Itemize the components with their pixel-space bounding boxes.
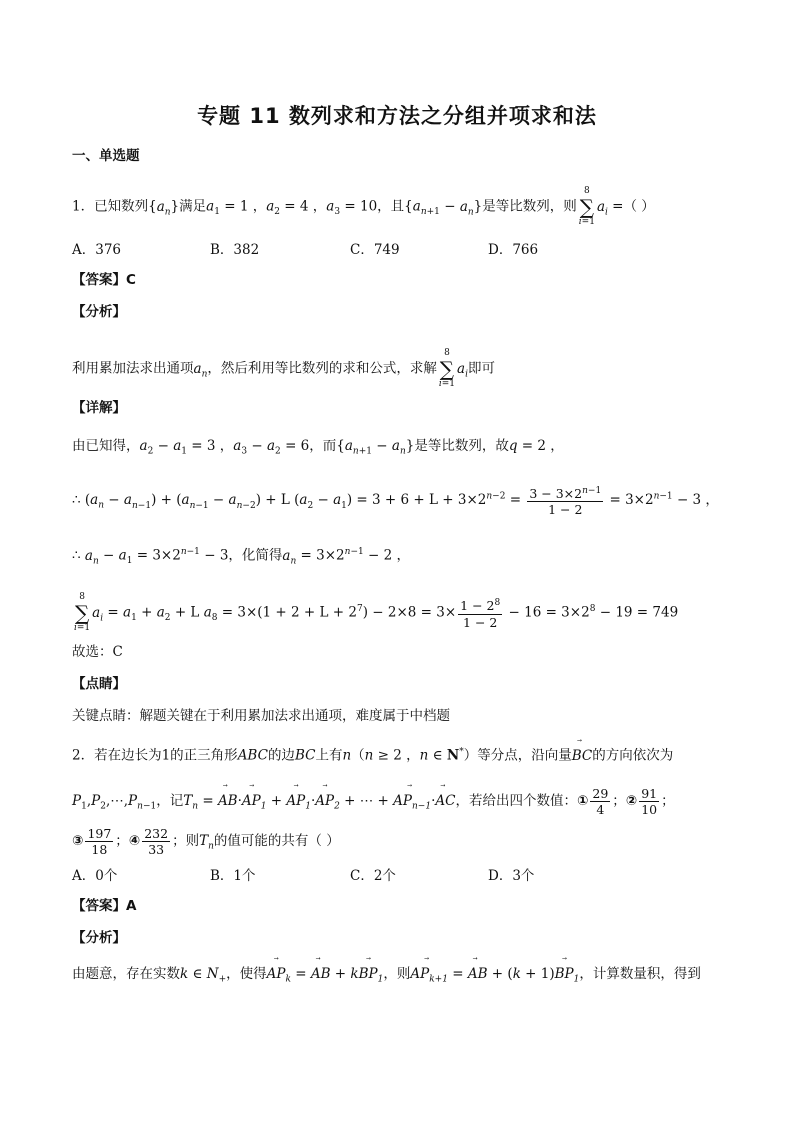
q1-option-b[interactable]: B．382 xyxy=(210,242,260,258)
q1-analysis-label: 【分析】 xyxy=(72,304,126,320)
q1-option-a[interactable]: A．376 xyxy=(72,242,122,258)
q2-stem-line-1: 2．若在边长为1的正三角形ABC的边BC上有n（n ≥ 2 ，n ∈ N*）等分点，沿向量⃗ BC的方向依次为 xyxy=(72,742,673,766)
q2-analysis-label: 【分析】 xyxy=(72,930,126,946)
q2-stem-text: 等分点，沿向量 xyxy=(477,747,572,764)
section-heading: 一、单选题 xyxy=(72,148,140,164)
q2-option-a[interactable]: A．0个 xyxy=(72,868,118,884)
q1-choose: 故选：C xyxy=(72,644,123,660)
fraction: $\frac{91}{10}$ xyxy=(641,786,658,817)
q1-stem-text: 满足 xyxy=(179,198,207,215)
q1-analysis-text: ，然后利用等比数列的求和公式，求解 xyxy=(207,360,437,377)
q2-stem-text: 的方向依次为 xyxy=(592,747,674,764)
q1-detail-text: ∴ xyxy=(72,492,81,509)
q1-detail-text: ，化简得 xyxy=(228,547,283,564)
q2-stem-text: 的边 xyxy=(267,747,295,764)
page-title: 专题 11 数列求和方法之分组并项求和法 xyxy=(197,104,597,128)
q1-detail-text: 由已知得， xyxy=(72,438,140,454)
q1-stem-text: 是等比数列，则 xyxy=(482,198,577,215)
fraction: $\frac{29}{4}$ xyxy=(592,786,609,817)
q2-option-c[interactable]: C．2个 xyxy=(350,868,396,884)
q1-analysis-text: 即可 xyxy=(467,360,495,377)
q1-detail-line-1: 由已知得，$a_2 - a_1 = 3$ ，$a_3 - a_2 = 6$，而$\{a_{n+1} - a_n\}$是等比数列，故q = 2 ， xyxy=(72,438,564,457)
q1-note: 关键点睛：解题关键在于利用累加法求出通项，难度属于中档题 xyxy=(72,708,450,724)
q1-note-label: 【点睛】 xyxy=(72,676,126,692)
fraction: $\frac{232}{33}$ xyxy=(144,826,169,857)
q1-stem-text: ，且 xyxy=(377,198,405,215)
q2-option-b[interactable]: B．1个 xyxy=(210,868,256,884)
q1-option-d[interactable]: D．766 xyxy=(488,242,539,258)
q2-analysis-text: 由题意，存在实数 xyxy=(72,966,180,982)
q1-stem-text: 1．已知数列 xyxy=(72,198,149,215)
q2-stem-text: ，记 xyxy=(156,793,184,809)
q1-option-c[interactable]: C．749 xyxy=(350,242,400,258)
q1-analysis-text: 利用累加法求出通项 xyxy=(72,360,194,377)
q1-detail-line-3: ∴ $a_n - a_1 = 3\times 2^{n-1} - 3$，化简得$a_n = 3\times 2^{n-1} - 2$ ， xyxy=(72,547,411,567)
sum-symbol: 8 ∑ i=1 xyxy=(438,348,456,389)
q1-detail-label: 【详解】 xyxy=(72,400,126,416)
q1-analysis: 利用累加法求出通项$a_n$，然后利用等比数列的求和公式，求解 8 ∑ i=1 $a_i$即可 xyxy=(72,348,495,389)
fraction: $\frac{1 - 2^8}{1 - 2}$ xyxy=(460,598,501,630)
q1-detail-line-4: 8 ∑ i=1 $a_i = a_1 + a_2 + L$ $a_8 = 3\times(1 + 2 + L + 2^7) - 2\times 8 = 3\times$ $\frac{1 - 2^8}{1 - 2}$ − $16 = 3\times 2^8 - 19 = 749$ xyxy=(74,592,679,633)
sum-symbol: 8 ∑ i=1 xyxy=(74,592,91,633)
q1-stem: 1．已知数列$\{a_n\}$满足$a_1 = 1$ ，$a_2 = 4$ ，$a_3 = 10$，且$\{a_{n+1} - a_n\}$是等比数列，则 8 ∑ i=1 $a_i$ =（ ） xyxy=(72,186,655,227)
sum-symbol: 8 ∑ i=1 xyxy=(578,186,595,227)
q2-analysis-text: ，使得 xyxy=(226,966,267,982)
q1-detail-text: 是等比数列，故 xyxy=(414,438,509,454)
q2-stem-line-2: $P_1,P_2,\cdots,P_{n-1}$，记$T_n$ = ⃗ AB·⃗ $AP_1$ + ⃗ $AP_1\cdot⃗$ $AP_2$ + ⋯ + ⃗ $AP_{n-1}\cdot⃗$ AC，若给出四个数值：① $\frac{29}{4}$ ；② $\frac{91}{10}$ ； xyxy=(72,786,675,817)
q1-detail-line-2: ∴ $(a_n - a_{n-1}) + (a_{n-1} - a_{n-2}) + L$ $(a_2 - a_1) = 3 + 6 + L + 3\times 2^{n-2}$ = $\frac{3 - 3\times 2^{n-1}}{1 - 2}$ = $3\times 2^{n-1} - 3$ ， xyxy=(72,486,719,518)
q2-analysis-text: ，计算数量积，得到 xyxy=(579,966,701,982)
q2-stem-text: ；则 xyxy=(172,833,200,849)
q2-stem-text: 上有 xyxy=(315,747,343,764)
q2-analysis: 由题意，存在实数k ∈ $N_+$，使得⃗ $AP_k$ = ⃗ AB + k⃗ $BP_1$，则⃗ $AP_{k+1}$ = ⃗ AB + (k + 1)⃗ $BP_1$，计算数量积，得到 xyxy=(72,964,701,990)
q2-answer: 【答案】A xyxy=(72,898,137,914)
q1-detail-text: ，而 xyxy=(309,438,337,454)
q1-answer: 【答案】C xyxy=(72,272,136,288)
fraction: $\frac{3 - 3\times 2^{n-1}}{1 - 2}$ xyxy=(529,486,602,518)
q2-stem-text: 的值可能的共有（ ） xyxy=(213,833,340,849)
q2-stem-line-3: ③ $\frac{197}{18}$ ；④ $\frac{232}{33}$ ；则$T_n$的值可能的共有（ ） xyxy=(72,826,340,857)
q2-option-d[interactable]: D．3个 xyxy=(488,868,535,884)
q1-stem-text: （ ） xyxy=(623,198,655,215)
q2-analysis-text: ，则 xyxy=(383,966,411,982)
q2-stem-text: 2．若在边长为1的正三角形 xyxy=(72,747,238,764)
q2-stem-text: ，若给出四个数值： xyxy=(455,793,577,809)
fraction: $\frac{197}{18}$ xyxy=(87,826,112,857)
